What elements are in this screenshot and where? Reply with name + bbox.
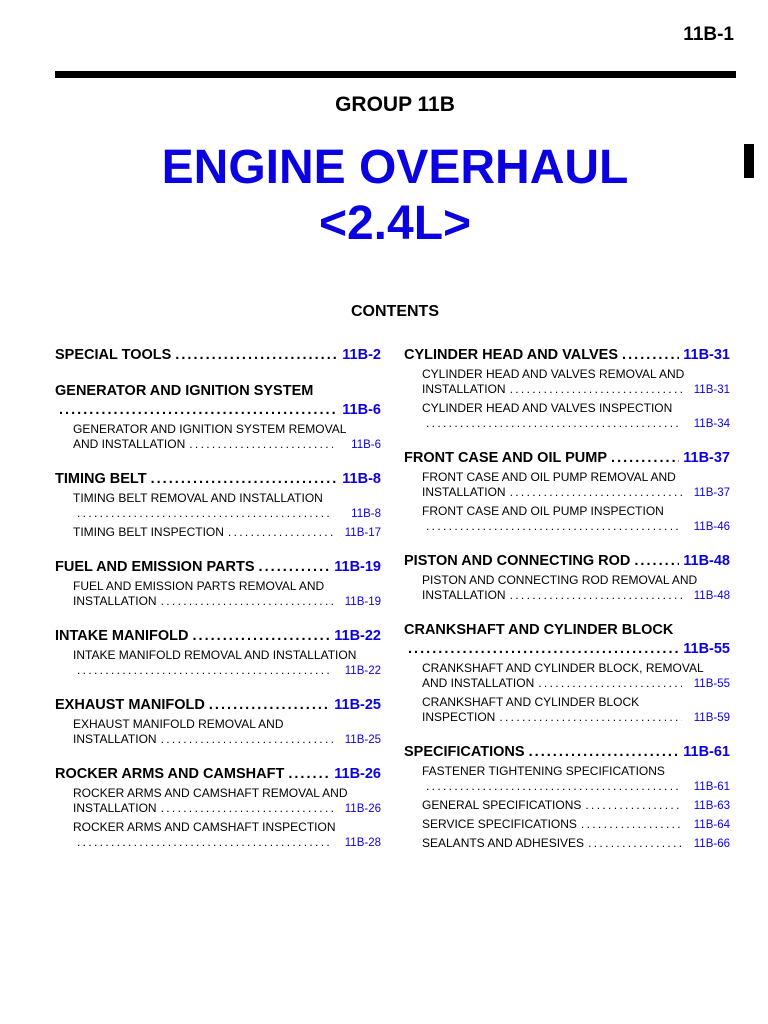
toc-subsection-page-link[interactable]: 11B-59 [693,712,730,724]
header-rule [55,71,736,78]
leader-dots [538,676,682,691]
leader-dots [408,640,679,659]
toc-subsection-page-link[interactable]: 11B-25 [344,734,381,746]
leader-dots [634,552,679,571]
toc-subsection-line [73,491,381,506]
toc-subsection-line [73,648,381,663]
toc-subsection-title: CYLINDER HEAD AND VALVES INSPECTION [422,401,673,415]
leader-dots [175,346,338,365]
toc-section [404,552,730,604]
toc-subsection-page-link[interactable]: 11B-64 [693,819,730,831]
toc-subsection-title: EXHAUST MANIFOLD REMOVAL AND [73,717,284,731]
toc-subsection-page-link[interactable]: 11B-28 [344,837,381,849]
toc-section-page-link[interactable]: 11B-26 [334,766,381,782]
leader-dots [192,627,330,646]
toc-section-line [55,765,381,784]
toc-section-page-link[interactable]: 11B-37 [683,450,730,466]
toc-subsection-title: CRANKSHAFT AND CYLINDER BLOCK [422,695,640,709]
toc-subsection-title-cont: INSPECTION [422,710,496,724]
toc-subsection-item[interactable] [73,717,381,748]
toc-subsection-line [422,519,730,535]
toc-section-line [55,627,381,646]
toc-subsection-line [422,710,730,726]
toc-subsection-title-cont: INSTALLATION [73,801,157,815]
toc-section-page-link[interactable]: 11B-25 [334,697,381,713]
toc-subsection-page-link[interactable]: 11B-34 [693,418,730,430]
toc-subsection-line [422,661,730,676]
toc-subsection-item[interactable] [73,579,381,610]
toc-subsection-title-cont: TIMING BELT INSPECTION [73,525,224,539]
toc-section-line [404,449,730,468]
toc-subsection-title-cont: INSTALLATION [422,382,506,396]
toc-section-title[interactable]: SPECIAL TOOLS [55,347,172,363]
toc-subsection-title-cont: INSTALLATION [73,732,157,746]
toc-subsection-line [422,588,730,604]
toc-section [404,743,730,852]
toc-subsection-line [73,786,381,801]
toc-subsection-line [422,817,730,833]
toc-subsection-line [422,573,730,588]
toc-section-title[interactable]: FUEL AND EMISSION PARTS [55,559,255,575]
toc-subsection-page-link[interactable]: 11B-26 [344,803,381,815]
toc-section-title[interactable]: GENERATOR AND IGNITION SYSTEM [55,383,314,399]
toc-section-title[interactable]: PISTON AND CONNECTING ROD [404,553,631,569]
toc-subsection-line [422,836,730,852]
leader-dots [426,779,682,794]
toc-section-line [404,743,730,762]
toc-subsection-title: FUEL AND EMISSION PARTS REMOVAL AND [73,579,325,593]
toc-subsection-title: FASTENER TIGHTENING SPECIFICATIONS [422,764,665,778]
toc-subsection-page-link[interactable]: 11B-61 [693,781,730,793]
toc-subsection-line [73,422,381,437]
toc-subsection-title: FRONT CASE AND OIL PUMP REMOVAL AND [422,470,676,484]
toc-section-title-line [55,382,381,401]
toc-section-title[interactable]: TIMING BELT [55,471,147,487]
toc-section-title[interactable]: CYLINDER HEAD AND VALVES [404,347,619,363]
leader-dots [581,817,682,832]
leader-dots [259,558,331,577]
toc-subsection-title-cont: GENERAL SPECIFICATIONS [422,798,582,812]
leader-dots [77,663,333,678]
toc-section-title[interactable]: CRANKSHAFT AND CYLINDER BLOCK [404,622,674,638]
toc-section-page-link[interactable]: 11B-2 [342,347,381,363]
leader-dots [611,449,679,468]
toc-subsection-title: GENERATOR AND IGNITION SYSTEM REMOVAL [73,422,347,436]
leader-dots [161,594,333,609]
toc-subsection-page-link[interactable]: 11B-22 [344,665,381,677]
toc-subsection-title: ROCKER ARMS AND CAMSHAFT INSPECTION [73,820,336,834]
toc-subsection-list [55,579,381,610]
toc-subsection-line [73,594,381,610]
toc-section-page-link[interactable]: 11B-6 [342,402,381,418]
leader-dots [209,696,330,715]
contents-heading: CONTENTS [351,303,439,320]
toc-subsection-title: ROCKER ARMS AND CAMSHAFT REMOVAL AND [73,786,348,800]
toc-section [55,765,381,851]
title-line-2: <2.4L> [318,197,472,250]
toc-subsection-list [404,573,730,604]
toc-subsection-line [73,835,381,851]
toc-subsection-line [73,717,381,732]
toc-subsection-page-link[interactable]: 11B-55 [693,678,730,690]
toc-subsection-line [422,416,730,432]
toc-subsection-item[interactable] [73,648,381,679]
toc-section [404,449,730,535]
toc-subsection-title-cont: SERVICE SPECIFICATIONS [422,817,577,831]
toc-subsection-page-link[interactable]: 11B-6 [351,439,381,451]
leader-dots [151,470,339,489]
toc-subsection-title-cont: INSTALLATION [73,594,157,608]
toc-subsection-item[interactable] [73,820,381,851]
toc-subsection-list [55,422,381,453]
toc-subsection-item[interactable] [422,367,730,398]
toc-subsection-item[interactable] [422,817,730,833]
toc-subsection-page-link[interactable]: 11B-37 [693,487,730,499]
toc-section-page-line [55,401,381,420]
toc-section [404,346,730,432]
toc-section-line [55,696,381,715]
toc-subsection-line [422,470,730,485]
toc-subsection-item[interactable] [422,504,730,535]
leader-dots [529,743,680,762]
leader-dots [228,525,333,540]
toc-subsection-item[interactable] [422,798,730,814]
leader-dots [189,437,333,452]
toc-subsection-list [55,717,381,748]
toc-subsection-title-cont: SEALANTS AND ADHESIVES [422,836,585,850]
toc-subsection-item[interactable] [422,836,730,852]
toc-subsection-page-link[interactable]: 11B-46 [693,521,730,533]
toc-section-line [55,346,381,365]
leader-dots [426,519,682,534]
leader-dots [77,506,333,521]
toc-section-page-link[interactable]: 11B-22 [334,628,381,644]
toc-subsection-page-link[interactable]: 11B-48 [693,590,730,602]
leader-dots [588,836,682,851]
toc-section-title[interactable]: FRONT CASE AND OIL PUMP [404,450,608,466]
toc-subsection-item[interactable] [422,764,730,795]
toc-subsection-line [422,401,730,416]
toc-section-page-link[interactable]: 11B-48 [683,553,730,569]
toc-subsection-page-link[interactable]: 11B-31 [693,384,730,396]
toc-section-title[interactable]: ROCKER ARMS AND CAMSHAFT [55,766,285,782]
toc-section-page-link[interactable]: 11B-31 [683,347,730,363]
toc-subsection-item[interactable] [73,786,381,817]
leader-dots [426,416,682,431]
toc-section-page-link[interactable]: 11B-61 [683,744,730,760]
toc-section-line [404,552,730,571]
toc-section [55,627,381,679]
toc-subsection-title-cont: INSTALLATION [422,485,506,499]
toc-subsection-item[interactable] [73,525,381,541]
toc-subsection-title: TIMING BELT REMOVAL AND INSTALLATION [73,491,323,505]
toc-subsection-item[interactable] [422,695,730,726]
toc-subsection-line [73,506,381,522]
toc-subsection-line [422,764,730,779]
toc-subsection-line [73,663,381,679]
toc-subsection-item[interactable] [422,470,730,501]
toc-section [55,382,381,453]
leader-dots [77,835,333,850]
toc-subsection-title: PISTON AND CONNECTING ROD REMOVAL AND [422,573,698,587]
leader-dots [510,382,682,397]
toc-section-page-link[interactable]: 11B-19 [334,559,381,575]
toc-subsection-title-cont: INSTALLATION [422,588,506,602]
toc-subsection-item[interactable] [73,491,381,522]
toc-section [55,696,381,748]
toc-subsection-list [404,764,730,852]
toc-subsection-item[interactable] [422,401,730,432]
leader-dots [585,798,682,813]
toc-subsection-list [404,367,730,432]
page-number: 11B-1 [683,24,734,45]
toc-subsection-line [422,779,730,795]
toc-section-page-link[interactable]: 11B-8 [342,471,381,487]
leader-dots [622,346,679,365]
toc-subsection-line [73,437,381,453]
toc-subsection-page-link[interactable]: 11B-19 [344,596,381,608]
toc-section-title[interactable]: SPECIFICATIONS [404,744,525,760]
leader-dots [161,801,333,816]
toc-section-page-line [404,640,730,659]
toc-subsection-page-link[interactable]: 11B-17 [344,527,381,539]
leader-dots [499,710,682,725]
toc-subsection-line [422,676,730,692]
toc-subsection-page-link[interactable]: 11B-8 [351,508,381,520]
toc-right-column [404,346,730,869]
toc-subsection-title-cont: AND INSTALLATION [422,676,535,690]
leader-dots [161,732,333,747]
toc-left-column [55,346,381,868]
toc-subsection-list [55,648,381,679]
toc-subsection-line [422,504,730,519]
leader-dots [510,485,682,500]
toc-subsection-list [404,470,730,535]
group-title: GROUP 11B [335,93,455,116]
toc-section-title[interactable]: INTAKE MANIFOLD [55,628,189,644]
toc-subsection-title: CRANKSHAFT AND CYLINDER BLOCK, REMOVAL [422,661,704,675]
toc-subsection-line [73,525,381,541]
toc-subsection-title: CYLINDER HEAD AND VALVES REMOVAL AND [422,367,685,381]
toc-subsection-page-link[interactable]: 11B-63 [693,800,730,812]
toc-section [404,621,730,726]
toc-subsection-list [55,491,381,541]
leader-dots [510,588,682,603]
toc-section-line [404,346,730,365]
toc-subsection-title: INTAKE MANIFOLD REMOVAL AND INSTALLATION [73,648,357,662]
toc-subsection-title: FRONT CASE AND OIL PUMP INSPECTION [422,504,664,518]
toc-subsection-page-link[interactable]: 11B-66 [693,838,730,850]
toc-subsection-title-cont: AND INSTALLATION [73,437,186,451]
toc-subsection-item[interactable] [422,661,730,692]
toc-section-page-link[interactable]: 11B-55 [683,641,730,657]
toc-section-title-line [404,621,730,640]
page-title [0,140,768,252]
toc-subsection-line [422,798,730,814]
toc-section [55,558,381,610]
toc-subsection-list [55,786,381,851]
toc-section-line [55,558,381,577]
toc-section [55,470,381,541]
toc-subsection-list [404,661,730,726]
toc-subsection-line [73,732,381,748]
leader-dots [59,401,338,420]
toc-subsection-line [422,382,730,398]
toc-subsection-line [73,579,381,594]
toc-subsection-item[interactable] [422,573,730,604]
leader-dots [288,765,330,784]
toc-subsection-line [73,801,381,817]
toc-section-line [55,470,381,489]
toc-subsection-item[interactable] [73,422,381,453]
toc-subsection-line [73,820,381,835]
toc-subsection-line [422,695,730,710]
toc-subsection-line [422,485,730,501]
toc-subsection-line [422,367,730,382]
toc-section [55,346,381,365]
title-line-1: ENGINE OVERHAUL [161,141,629,194]
toc-section-title[interactable]: EXHAUST MANIFOLD [55,697,205,713]
